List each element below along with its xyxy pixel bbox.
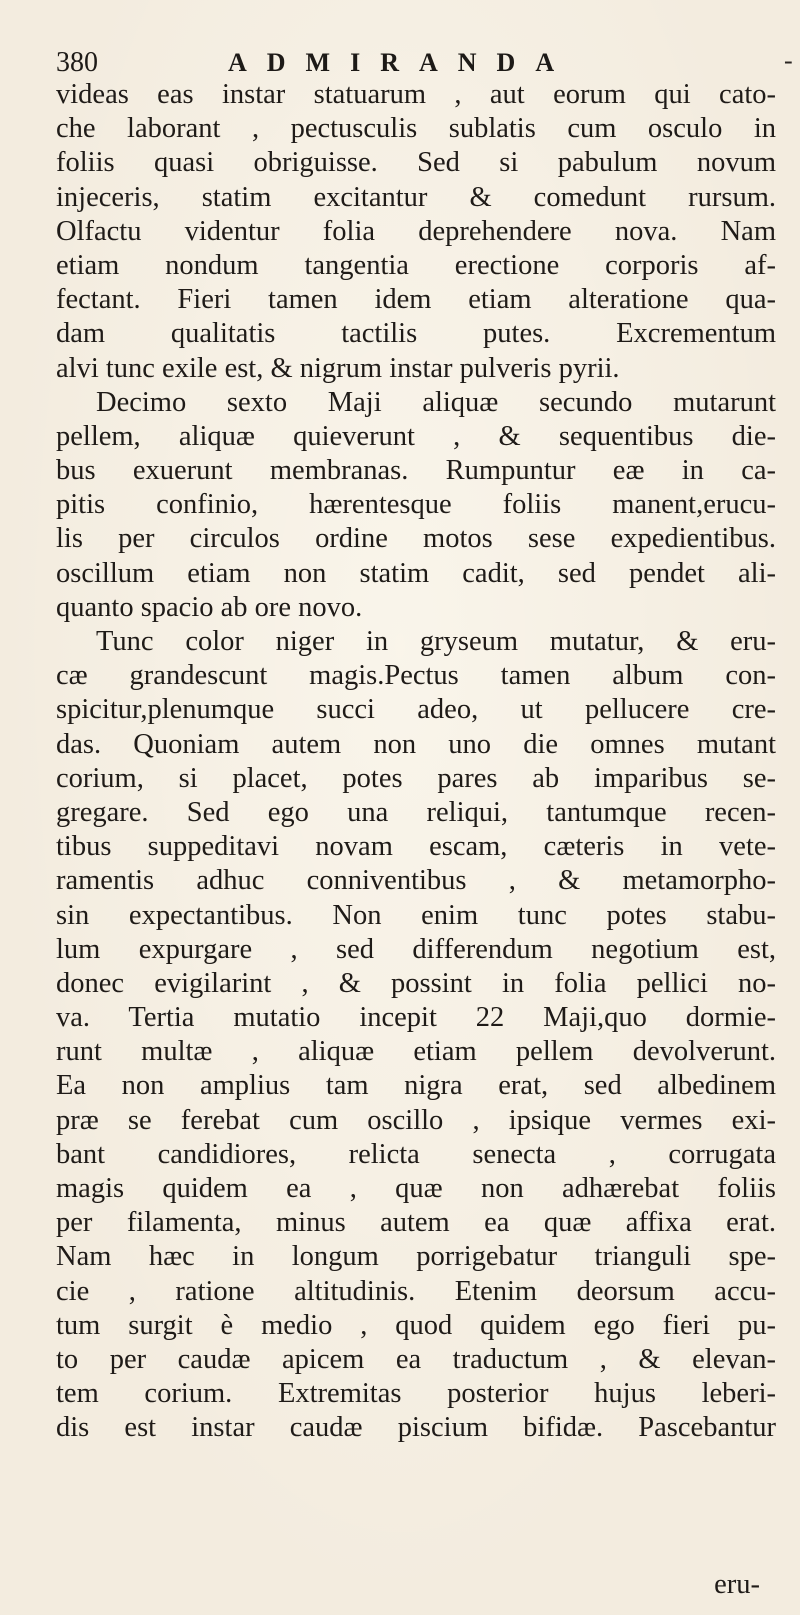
text-line: cie , ratione altitudinis. Etenim deorsum accu- (56, 1275, 776, 1307)
text-line: pitis confinio, hærentesque foliis manent,erucu- (56, 489, 776, 521)
text-line: bant candidiores, relicta senecta , corrugata (56, 1138, 776, 1170)
text-line: per filamenta, minus autem ea quæ affixa erat. (56, 1207, 776, 1239)
text-line: va. Tertia mutatio incepit 22 Maji,quo dormie- (56, 1002, 776, 1034)
catchword: eru- (714, 1569, 760, 1600)
corner-mark: - (784, 46, 793, 75)
text-line: fectant. Fieri tamen idem etiam alteratione qua- (56, 284, 776, 316)
text-line: magis quidem ea , quæ non adhærebat foliis (56, 1173, 776, 1204)
text-line: Tunc color niger in gryseum mutatur, & eru- (96, 626, 776, 657)
text-line: alvi tunc exile est, & nigrum instar pulveris pyrii. (56, 352, 620, 384)
text-line: dam qualitatis tactilis putes. Excrementum (56, 318, 776, 350)
text-line: quanto spacio ab ore novo. (56, 591, 363, 623)
text-line: corium, si placet, potes pares ab imparibus se- (56, 762, 776, 794)
text-line: sin expectantibus. Non enim tunc potes stabu- (56, 899, 776, 931)
text-line: dis est instar caudæ piscium bifidæ. Pascebantur (56, 1412, 776, 1444)
text-line: das. Quoniam autem non uno die omnes mutant (56, 728, 776, 760)
text-line: bus exuerunt membranas. Rumpuntur eæ in ca- (56, 455, 776, 487)
text-line: lis per circulos ordine motos sese expedientibus. (56, 523, 776, 555)
text-line: tum surgit è medio , quod quidem ego fieri pu- (56, 1309, 776, 1341)
text-line: spicitur,plenumque succi adeo, ut pellucere cre- (56, 694, 776, 726)
text-line: tibus suppeditavi novam escam, cæteris in vete- (56, 831, 776, 863)
text-line: præ se ferebat cum oscillo , ipsique vermes exi- (56, 1104, 776, 1136)
text-line: lum expurgare , sed differendum negotium est, (56, 933, 776, 965)
text-line: gregare. Sed ego una reliqui, tantumque recen- (56, 796, 776, 828)
text-line: cæ grandescunt magis.Pectus tamen album con- (56, 660, 776, 692)
text-line: videas eas instar statuarum , aut eorum qui cato- (56, 79, 776, 110)
text-line: etiam nondum tangentia erectione corporis af- (56, 249, 776, 281)
text-line: che laborant , pectusculis sublatis cum osculo in (56, 113, 776, 145)
text-line: Nam hæc in longum porrigebatur trianguli spe- (56, 1241, 776, 1273)
text-line: ramentis adhuc conniventibus , & metamorpho- (56, 865, 776, 897)
text-line: pellem, aliquæ quieverunt , & sequentibus die- (56, 420, 776, 452)
body-text (56, 78, 776, 1446)
text-line: Decimo sexto Maji aliquæ secundo mutarunt (96, 386, 776, 418)
running-title: ADMIRANDA (228, 48, 575, 77)
text-line: tem corium. Extremitas posterior hujus leberi- (56, 1378, 776, 1410)
text-line: oscillum etiam non statim cadit, sed pendet ali- (56, 557, 776, 589)
text-line: donec evigilarint , & possint in folia pellici no- (56, 967, 776, 999)
text-line: Ea non amplius tam nigra erat, sed albedinem (56, 1070, 776, 1102)
text-line: foliis quasi obriguisse. Sed si pabulum novum (56, 147, 776, 179)
text-line: Olfactu videntur folia deprehendere nova. Nam (56, 215, 776, 247)
text-line: runt multæ , aliquæ etiam pellem devolverunt. (56, 1036, 776, 1068)
text-line: to per caudæ apicem ea traductum , & elevan- (56, 1343, 776, 1375)
page-number: 380 (56, 47, 98, 78)
text-line: injeceris, statim excitantur & comedunt rursum. (56, 181, 776, 213)
